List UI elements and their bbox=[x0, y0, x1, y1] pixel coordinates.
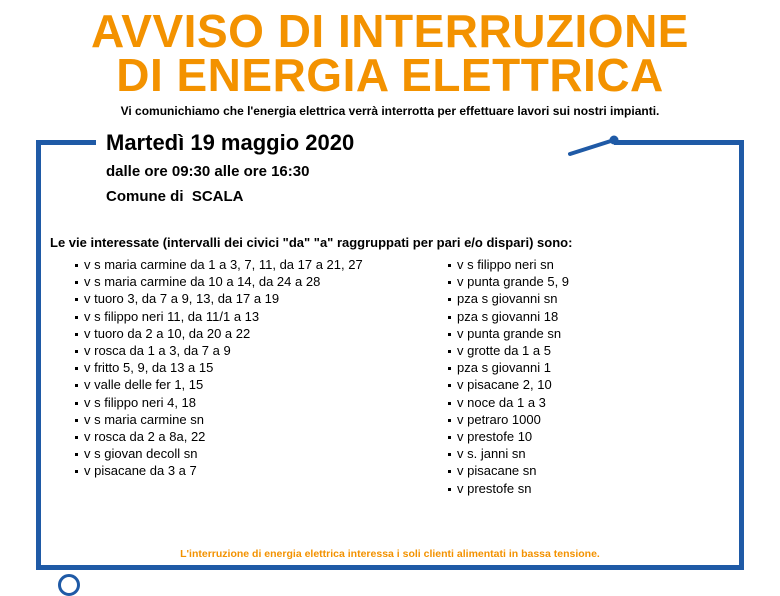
list-item: v s filippo neri sn bbox=[448, 256, 708, 273]
list-item: v s filippo neri 11, da 11/1 a 13 bbox=[75, 308, 375, 325]
list-item: v valle delle fer 1, 15 bbox=[75, 376, 375, 393]
list-item: pza s giovanni 18 bbox=[448, 308, 708, 325]
title-line-2: DI ENERGIA ELETTRICA bbox=[116, 49, 664, 101]
list-item: v s maria carmine da 10 a 14, da 24 a 28 bbox=[75, 273, 375, 290]
streets-list-left bbox=[75, 256, 375, 480]
list-item: v rosca da 2 a 8a, 22 bbox=[75, 428, 375, 445]
list-item: v grotte da 1 a 5 bbox=[448, 342, 708, 359]
list-item: v rosca da 1 a 3, da 7 a 9 bbox=[75, 342, 375, 359]
list-item: v s filippo neri 4, 18 bbox=[75, 394, 375, 411]
interruption-date: Martedì 19 maggio 2020 bbox=[106, 130, 355, 155]
list-item: v punta grande sn bbox=[448, 325, 708, 342]
intro-text: Vi comunichiamo che l'energia elettrica verrà interrotta per effettuare lavori sui nostri impianti. bbox=[120, 104, 660, 118]
list-item: v s maria carmine sn bbox=[75, 411, 375, 428]
list-item: v prestofe 10 bbox=[448, 428, 708, 445]
title-line-1: AVVISO DI INTERRUZIONE bbox=[91, 5, 689, 57]
list-item: v punta grande 5, 9 bbox=[448, 273, 708, 290]
interruption-time: dalle ore 09:30 alle ore 16:30 bbox=[106, 163, 310, 180]
streets-list-right bbox=[448, 256, 708, 497]
logo-circle-icon bbox=[58, 574, 80, 596]
list-item: v pisacane sn bbox=[448, 462, 708, 479]
footer-note: L'interruzione di energia elettrica interessa i soli clienti alimentati in bassa tensione. bbox=[180, 548, 600, 560]
comune-name: Comune di SCALA bbox=[106, 188, 244, 205]
list-item: v petraro 1000 bbox=[448, 411, 708, 428]
list-item: v s. janni sn bbox=[448, 445, 708, 462]
list-item: v tuoro 3, da 7 a 9, 13, da 17 a 19 bbox=[75, 290, 375, 307]
list-item: v tuoro da 2 a 10, da 20 a 22 bbox=[75, 325, 375, 342]
frame-top-left-segment bbox=[36, 140, 96, 145]
list-item: v pisacane 2, 10 bbox=[448, 376, 708, 393]
streets-heading: Le vie interessate (intervalli dei civici "da" "a" raggruppati per pari e/o dispari) sono: bbox=[50, 235, 573, 250]
list-item: v fritto 5, 9, da 13 a 15 bbox=[75, 359, 375, 376]
list-item: pza s giovanni 1 bbox=[448, 359, 708, 376]
list-item: v s giovan decoll sn bbox=[75, 445, 375, 462]
pen-stroke-icon bbox=[566, 128, 626, 160]
list-item: v prestofe sn bbox=[448, 480, 708, 497]
list-item: pza s giovanni sn bbox=[448, 290, 708, 307]
list-item: v s maria carmine da 1 a 3, 7, 11, da 17 a 21, 27 bbox=[75, 256, 375, 273]
frame-top-right-segment bbox=[614, 140, 744, 145]
list-item: v pisacane da 3 a 7 bbox=[75, 462, 375, 479]
list-item: v noce da 1 a 3 bbox=[448, 394, 708, 411]
